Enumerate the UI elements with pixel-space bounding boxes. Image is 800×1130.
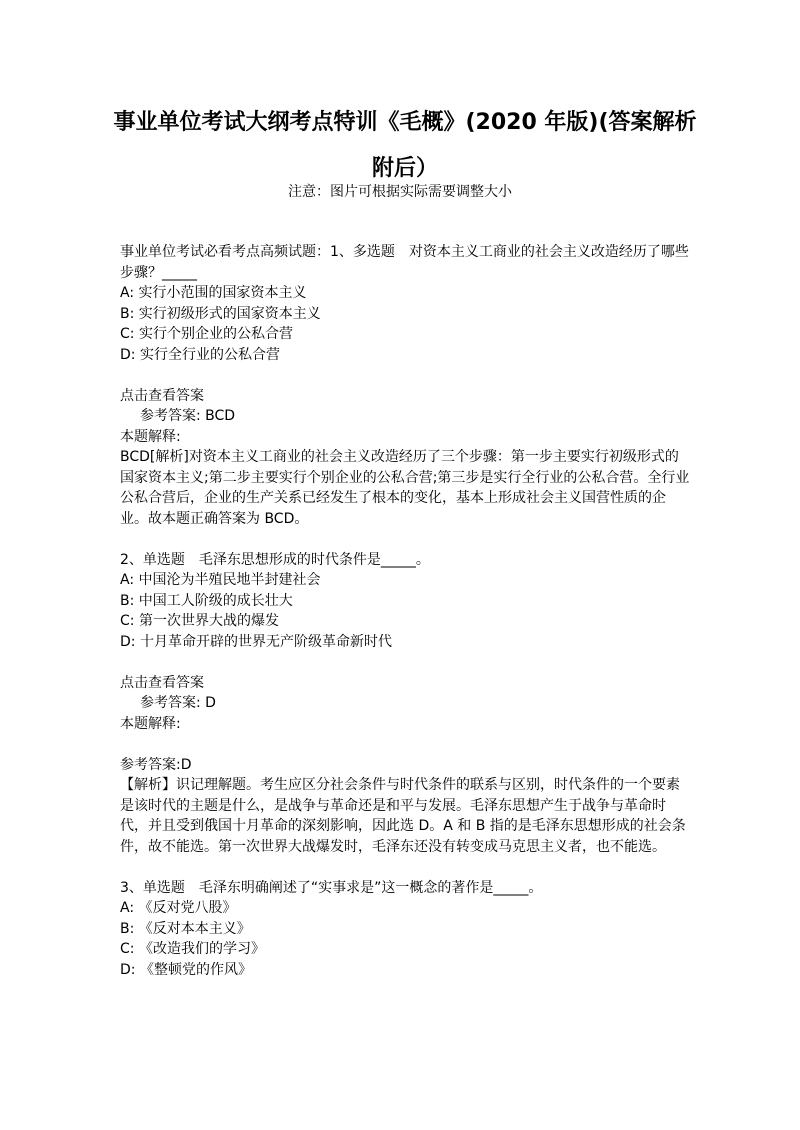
option-a: A: 实行小范围的国家资本主义 xyxy=(120,285,307,301)
view-answer-link[interactable]: 点击查看答案 xyxy=(120,674,204,691)
reference-answer: 参考答案: BCD xyxy=(140,408,236,424)
option-c: C: 第一次世界大战的爆发 xyxy=(120,613,279,629)
document-title: 事业单位考试大纲考点特训《毛概》(2020 年版)(答案解析附后） xyxy=(113,110,697,181)
option-b: B: 中国工人阶级的成长壮大 xyxy=(120,592,293,609)
document-body xyxy=(120,242,690,980)
explanation-text: BCD[解析]对资本主义工商业的社会主义改造经历了三个步骤：第一步主要实行初级形式的国家资本主义;第二步主要实行个别企业的公私合营;第三步是实行全行业的公私合营。全行业公私合营后，企业的生产关系已经发生了根本的变化，基本上形成社会主义国营性质的企业。故本题正确答案为 BCD。 xyxy=(120,449,690,527)
option-b: B: 《反对本本主义》 xyxy=(120,920,251,937)
option-d: D: 《整顿党的作风》 xyxy=(120,961,252,978)
question-2 xyxy=(120,550,690,858)
option-c: C: 实行个别企业的公私合营 xyxy=(120,326,293,342)
option-b: B: 实行初级形式的国家资本主义 xyxy=(120,305,321,322)
option-d: D: 十月革命开辟的世界无产阶级革命新时代 xyxy=(120,633,392,650)
explanation-label: 本题解释: xyxy=(120,428,181,445)
view-answer-link[interactable]: 点击查看答案 xyxy=(120,387,204,404)
question-3 xyxy=(120,878,690,981)
explanation-text: 【解析】识记理解题。考生应区分社会条件与时代条件的联系与区别，时代条件的一个要素是该时代的主题是什么，是战争与革命还是和平与发展。毛泽东思想产生于战争与革命时代，并且受到俄国十月革命的深刻影响，因此选 D。A 和 B 指的是毛泽东思想形成的社会条件，故不能选。第一次世界大战爆发时，毛泽东还没有转变成马克思主义者，也不能选。 xyxy=(120,777,686,855)
option-a: A: 中国沦为半殖民地半封建社会 xyxy=(120,572,321,588)
option-a: A: 《反对党八股》 xyxy=(120,900,237,916)
option-c: C: 《改造我们的学习》 xyxy=(120,941,265,957)
question-stem: 2、单选题 毛泽东思想形成的时代条件是_____。 xyxy=(120,551,430,568)
explanation-answer: 参考答案:D xyxy=(120,756,192,773)
reference-answer: 参考答案: D xyxy=(140,695,216,711)
size-note: 注意：图片可根据实际需要调整大小 xyxy=(288,184,512,200)
question-stem: 事业单位考试必看考点高频试题：1、多选题 对资本主义工商业的社会主义改造经历了哪些步骤？_____ xyxy=(120,244,689,281)
explanation-label: 本题解释: xyxy=(120,715,181,732)
option-d: D: 实行全行业的公私合营 xyxy=(120,346,280,363)
question-stem: 3、单选题 毛泽东明确阐述了“实事求是”这一概念的著作是_____。 xyxy=(120,879,543,896)
question-1 xyxy=(120,242,690,529)
